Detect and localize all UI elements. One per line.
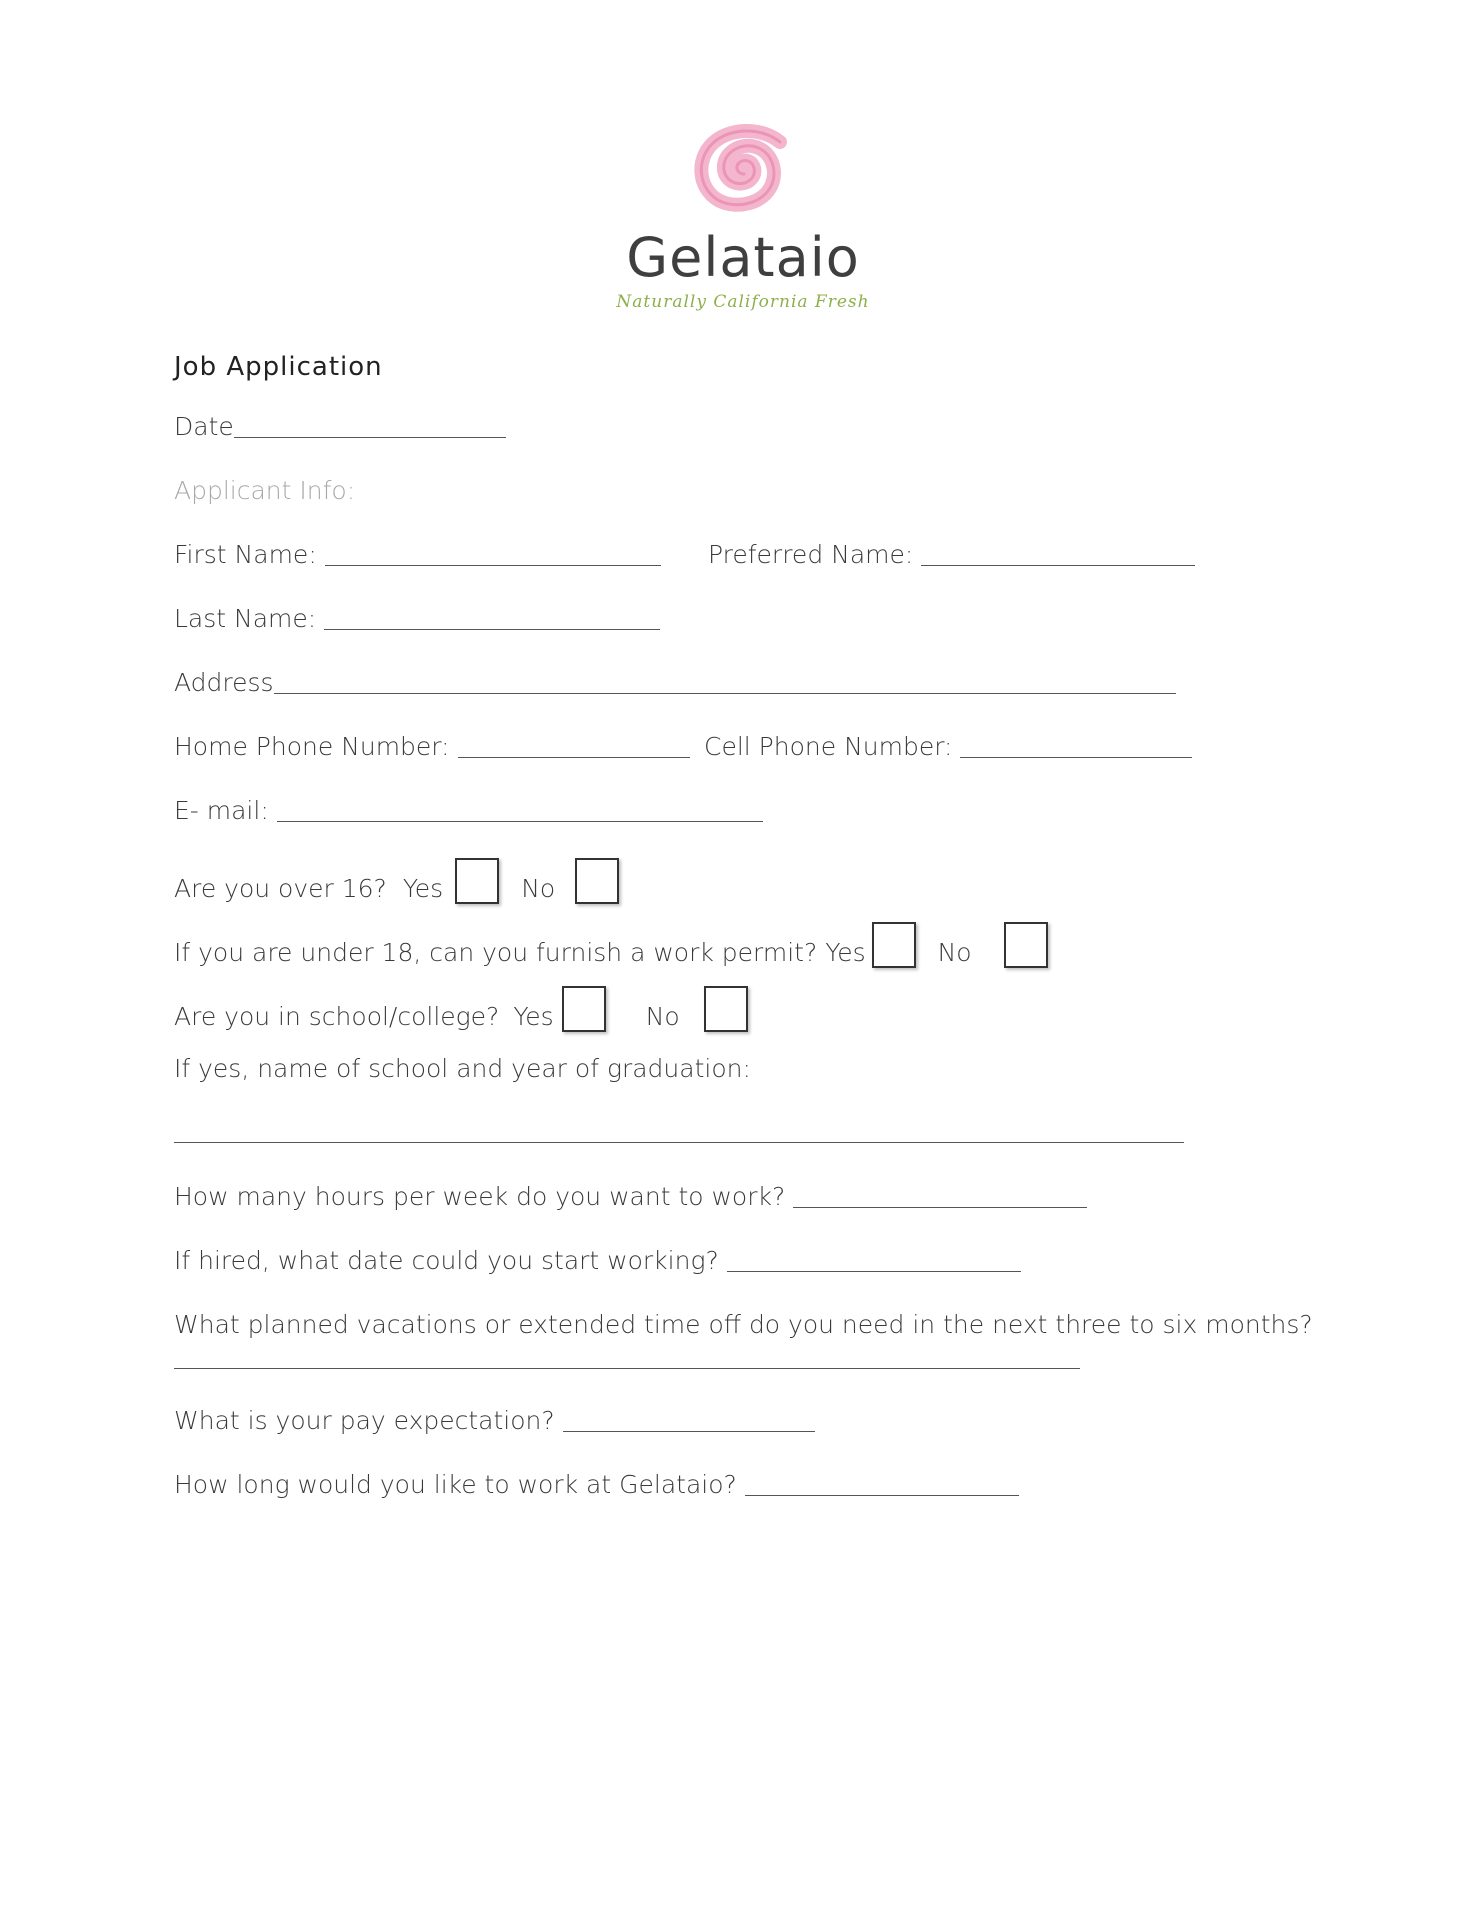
how-long-line[interactable]: [745, 1495, 1019, 1496]
home-phone-line[interactable]: [458, 757, 690, 758]
start-date-label: If hired, what date could you start working?: [174, 1246, 719, 1275]
address-line[interactable]: [274, 693, 1176, 694]
over16-question: Are you over 16?: [174, 874, 387, 903]
form-title: Job Application: [174, 352, 383, 382]
vacations-line[interactable]: [174, 1368, 1080, 1369]
preferred-name-line[interactable]: [921, 565, 1195, 566]
hours-label: How many hours per week do you want to work?: [174, 1182, 786, 1211]
email-row: [174, 796, 763, 826]
school-yes-label: Yes: [513, 1002, 554, 1031]
how-long-label: How long would you like to work at Gelataio?: [174, 1470, 737, 1499]
permit-row: [174, 922, 1048, 968]
pay-line[interactable]: [563, 1431, 815, 1432]
permit-no-label: No: [937, 938, 972, 967]
school-no-label: No: [645, 1002, 680, 1031]
hours-line[interactable]: [793, 1207, 1087, 1208]
address-label: Address: [174, 668, 274, 697]
pay-label: What is your pay expectation?: [174, 1406, 555, 1435]
school-no-checkbox[interactable]: [704, 986, 748, 1032]
date-row: [174, 412, 506, 442]
date-label: Date: [174, 412, 234, 441]
start-date-row: [174, 1246, 1021, 1276]
pay-row: [174, 1406, 815, 1436]
school-yes-checkbox[interactable]: [562, 986, 606, 1032]
home-phone-label: Home Phone Number:: [174, 732, 450, 761]
address-row: [174, 668, 1176, 698]
start-date-line[interactable]: [727, 1271, 1021, 1272]
cell-phone-label: Cell Phone Number:: [704, 732, 953, 761]
over16-no-label: No: [521, 874, 556, 903]
permit-no-checkbox[interactable]: [1004, 922, 1048, 968]
last-name-label: Last Name:: [174, 604, 317, 633]
home-phone-row: [174, 732, 690, 762]
over16-yes-label: Yes: [402, 874, 444, 903]
first-name-label: First Name:: [174, 540, 317, 569]
permit-question: If you are under 18, can you furnish a work permit?: [174, 938, 818, 967]
school-name-line[interactable]: [174, 1142, 1184, 1143]
preferred-name-label: Preferred Name:: [708, 540, 914, 569]
permit-yes-checkbox[interactable]: [872, 922, 916, 968]
over16-no-checkbox[interactable]: [575, 858, 619, 904]
school-question: Are you in school/college?: [174, 1002, 500, 1031]
preferred-name-row: [708, 540, 1195, 570]
last-name-row: [174, 604, 660, 634]
hours-row: [174, 1182, 1087, 1212]
cell-phone-row: [704, 732, 1192, 762]
school-name-label: If yes, name of school and year of graduation:: [174, 1054, 751, 1083]
school-name-row: [174, 1054, 751, 1084]
brand-tagline: Naturally California Fresh: [616, 292, 870, 312]
applicant-info-heading: Applicant Info:: [174, 476, 356, 505]
permit-yes-label: Yes: [825, 938, 866, 967]
over16-yes-checkbox[interactable]: [455, 858, 499, 904]
applicant-section: [174, 476, 355, 506]
over16-row: [174, 858, 619, 904]
school-row: [174, 986, 748, 1032]
vacations-row: [174, 1310, 1313, 1340]
email-label: E- mail:: [174, 796, 269, 825]
email-line[interactable]: [277, 821, 763, 822]
date-line[interactable]: [234, 437, 506, 438]
vacations-label: What planned vacations or extended time off do you need in the next three to six months?: [174, 1310, 1313, 1339]
brand-name: Gelataio: [626, 226, 860, 289]
swirl-logo-icon: [676, 116, 806, 228]
cell-phone-line[interactable]: [960, 757, 1192, 758]
how-long-row: [174, 1470, 1019, 1500]
first-name-row: [174, 540, 661, 570]
first-name-line[interactable]: [325, 565, 661, 566]
last-name-line[interactable]: [324, 629, 660, 630]
